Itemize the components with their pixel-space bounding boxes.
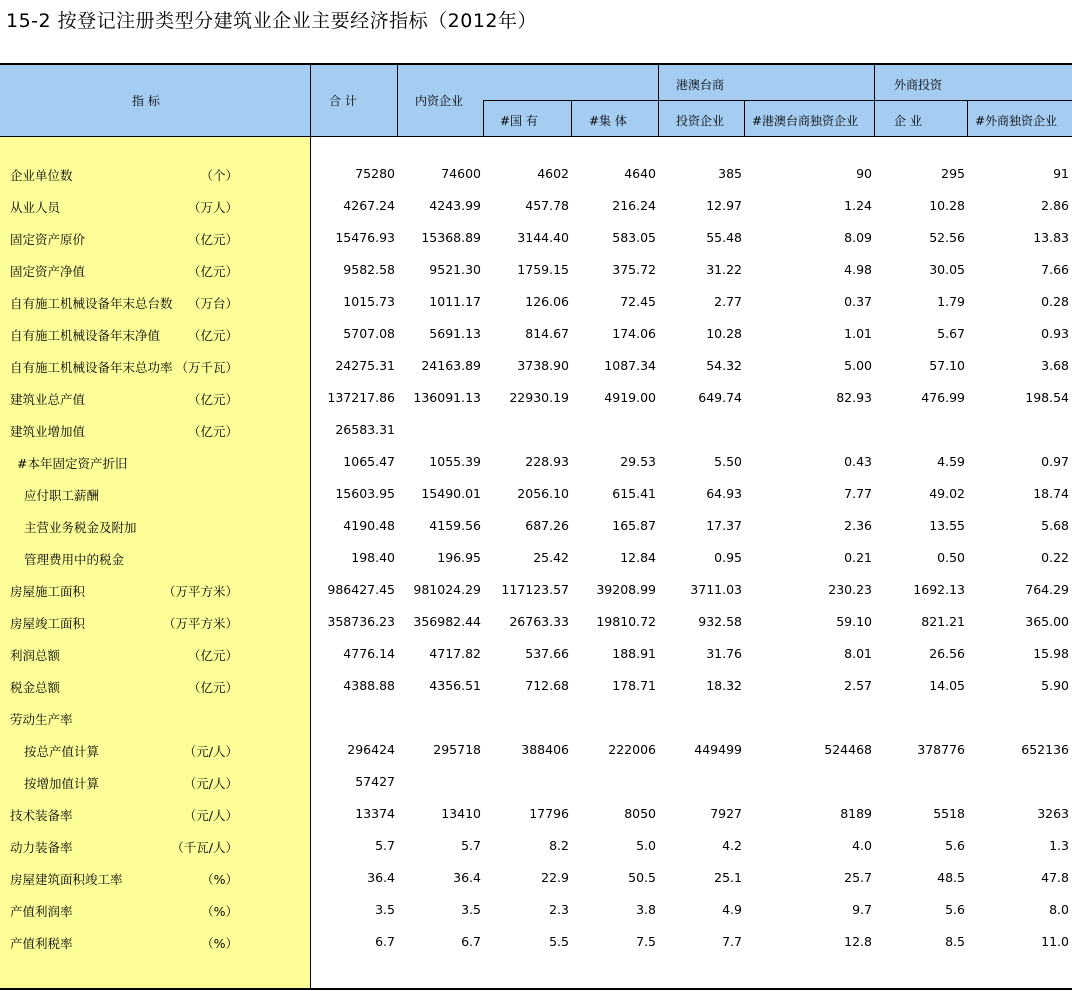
table-cell: 30.05 xyxy=(929,262,965,277)
table-cell: 14.05 xyxy=(929,678,965,693)
header-bottom-border xyxy=(0,136,1072,137)
row-label: 自有施工机械设备年末总功率 xyxy=(10,360,173,375)
table-cell: 4.2 xyxy=(722,838,742,853)
table-cell: 137217.86 xyxy=(327,390,395,405)
header-foreign-sole: #外商独资企业 xyxy=(975,114,1058,128)
table-cell: 36.4 xyxy=(367,870,395,885)
table-row xyxy=(0,158,1072,190)
table-cell: 615.41 xyxy=(612,486,656,501)
table-cell: 537.66 xyxy=(525,646,569,661)
table-cell: 2.77 xyxy=(714,294,742,309)
table-cell: 4.98 xyxy=(844,262,872,277)
row-unit: （元/人） xyxy=(183,776,238,791)
row-label: 房屋施工面积 xyxy=(10,584,86,599)
table-row xyxy=(0,542,1072,574)
row-unit: （亿元） xyxy=(187,392,238,407)
table-cell: 4388.88 xyxy=(343,678,395,693)
table-row xyxy=(0,638,1072,670)
table-row xyxy=(0,766,1072,798)
table-cell: 6.7 xyxy=(461,934,481,949)
table-row xyxy=(0,894,1072,926)
table-cell: 5691.13 xyxy=(429,326,481,341)
table-row xyxy=(0,510,1072,542)
row-label: 税金总额 xyxy=(10,680,61,695)
table-cell: 8050 xyxy=(624,806,656,821)
table-cell: 75280 xyxy=(355,166,395,181)
table-cell: 356982.44 xyxy=(413,614,481,629)
table-cell: 15368.89 xyxy=(421,230,481,245)
table-cell: 13.83 xyxy=(1033,230,1069,245)
table-row xyxy=(0,446,1072,478)
table-cell: 4919.00 xyxy=(604,390,656,405)
row-label: 利润总额 xyxy=(10,648,61,663)
table-row xyxy=(0,190,1072,222)
header-top-border xyxy=(0,63,1072,65)
row-unit: （元/人） xyxy=(183,744,238,759)
table-row xyxy=(0,222,1072,254)
table-cell: 59.10 xyxy=(836,614,872,629)
row-unit: （%） xyxy=(201,904,238,919)
table-cell: 4267.24 xyxy=(343,198,395,213)
table-cell: 10.28 xyxy=(929,198,965,213)
row-label: 应付职工薪酬 xyxy=(24,488,100,503)
table-cell: 8189 xyxy=(840,806,872,821)
table-cell: 0.93 xyxy=(1041,326,1069,341)
table-cell: 8.5 xyxy=(945,934,965,949)
table-cell: 25.42 xyxy=(533,550,569,565)
table-cell: 295718 xyxy=(433,742,481,757)
table-cell: 39208.99 xyxy=(596,582,656,597)
row-label: 自有施工机械设备年末净值 xyxy=(10,328,161,343)
table-cell: 0.50 xyxy=(937,550,965,565)
header-state-owned: #国 有 xyxy=(500,114,538,128)
table-cell: 25.1 xyxy=(714,870,742,885)
row-unit: （亿元） xyxy=(187,232,238,247)
table-cell: 12.97 xyxy=(706,198,742,213)
table-cell: 12.8 xyxy=(844,934,872,949)
row-label: 动力装备率 xyxy=(10,840,73,855)
table-cell: 19810.72 xyxy=(596,614,656,629)
table-cell: 0.22 xyxy=(1041,550,1069,565)
table-row xyxy=(0,414,1072,446)
table-cell: 15603.95 xyxy=(335,486,395,501)
table-cell: 2056.10 xyxy=(517,486,569,501)
table-cell: 3263 xyxy=(1037,806,1069,821)
table-row xyxy=(0,830,1072,862)
header-divider xyxy=(571,100,572,137)
table-cell: 5707.08 xyxy=(343,326,395,341)
table-cell: 0.28 xyxy=(1041,294,1069,309)
table-row xyxy=(0,254,1072,286)
table-cell: 82.93 xyxy=(836,390,872,405)
table-cell: 4159.56 xyxy=(429,518,481,533)
table-cell: 22930.19 xyxy=(509,390,569,405)
header-divider xyxy=(744,100,745,137)
table-cell: 136091.13 xyxy=(413,390,481,405)
table-cell: 24163.89 xyxy=(421,358,481,373)
row-label: 固定资产净值 xyxy=(10,264,86,279)
row-label: 技术装备率 xyxy=(10,808,73,823)
table-cell: 50.5 xyxy=(628,870,656,885)
table-cell: 5.7 xyxy=(461,838,481,853)
table-cell: 29.53 xyxy=(620,454,656,469)
table-cell: 36.4 xyxy=(453,870,481,885)
row-unit: （亿元） xyxy=(187,424,238,439)
table-cell: 22.9 xyxy=(541,870,569,885)
table-cell: 74600 xyxy=(441,166,481,181)
table-cell: 72.45 xyxy=(620,294,656,309)
row-unit: （%） xyxy=(201,872,238,887)
table-cell: 0.43 xyxy=(844,454,872,469)
table-row xyxy=(0,862,1072,894)
table-cell: 15476.93 xyxy=(335,230,395,245)
table-cell: 476.99 xyxy=(921,390,965,405)
table-row xyxy=(0,350,1072,382)
table-row xyxy=(0,478,1072,510)
table-cell: 1055.39 xyxy=(429,454,481,469)
table-cell: 449499 xyxy=(694,742,742,757)
header-collective: #集 体 xyxy=(589,114,627,128)
table-cell: 1692.13 xyxy=(913,582,965,597)
table-row xyxy=(0,382,1072,414)
table-cell: 5.0 xyxy=(636,838,656,853)
table-cell: 358736.23 xyxy=(327,614,395,629)
header-foreign-enterprise: 企 业 xyxy=(894,114,922,128)
table-row xyxy=(0,926,1072,958)
table-cell: 385 xyxy=(718,166,742,181)
table-bottom-border xyxy=(0,988,1072,990)
row-label: 房屋竣工面积 xyxy=(10,616,86,631)
row-label: 自有施工机械设备年末总台数 xyxy=(10,296,173,311)
row-label: 产值利税率 xyxy=(10,936,73,951)
row-unit: （万平方米） xyxy=(162,584,238,599)
table-cell: 9521.30 xyxy=(429,262,481,277)
row-unit: （亿元） xyxy=(187,264,238,279)
table-cell: 7.77 xyxy=(844,486,872,501)
table-cell: 9582.58 xyxy=(343,262,395,277)
table-cell: 2.3 xyxy=(549,902,569,917)
table-cell: 5.00 xyxy=(844,358,872,373)
table-cell: 25.7 xyxy=(844,870,872,885)
table-cell: 47.8 xyxy=(1041,870,1069,885)
table-cell: 230.23 xyxy=(828,582,872,597)
table-cell: 3.5 xyxy=(375,902,395,917)
header-divider xyxy=(483,100,484,137)
header-total: 合 计 xyxy=(329,94,357,108)
row-label: 按增加值计算 xyxy=(24,776,100,791)
table-cell: 2.86 xyxy=(1041,198,1069,213)
table-cell: 26583.31 xyxy=(335,422,395,437)
header-indicator: 指 标 xyxy=(132,94,160,108)
table-cell: 49.02 xyxy=(929,486,965,501)
row-unit: （个） xyxy=(200,168,238,183)
table-cell: 0.95 xyxy=(714,550,742,565)
table-cell: 8.0 xyxy=(1049,902,1069,917)
table-cell: 4.0 xyxy=(852,838,872,853)
table-cell: 2.57 xyxy=(844,678,872,693)
table-cell: 3.68 xyxy=(1041,358,1069,373)
table-cell: 652136 xyxy=(1021,742,1069,757)
row-unit: （亿元） xyxy=(187,328,238,343)
table-cell: 814.67 xyxy=(525,326,569,341)
table-cell: 196.95 xyxy=(437,550,481,565)
table-cell: 12.84 xyxy=(620,550,656,565)
table-cell: 1.24 xyxy=(844,198,872,213)
table-cell: 5.6 xyxy=(945,838,965,853)
table-row xyxy=(0,670,1072,702)
row-unit: （万平方米） xyxy=(162,616,238,631)
table-cell: 1011.17 xyxy=(429,294,481,309)
row-label: #本年固定资产折旧 xyxy=(17,456,128,471)
table-cell: 26763.33 xyxy=(509,614,569,629)
table-cell: 57.10 xyxy=(929,358,965,373)
table-cell: 3711.03 xyxy=(690,582,742,597)
table-cell: 64.93 xyxy=(706,486,742,501)
table-cell: 1.01 xyxy=(844,326,872,341)
table-cell: 932.58 xyxy=(698,614,742,629)
table-cell: 4602 xyxy=(537,166,569,181)
table-cell: 764.29 xyxy=(1025,582,1069,597)
table-cell: 91 xyxy=(1053,166,1069,181)
table-row xyxy=(0,286,1072,318)
table-cell: 986427.45 xyxy=(327,582,395,597)
table-cell: 178.71 xyxy=(612,678,656,693)
table-row xyxy=(0,734,1072,766)
table-cell: 198.54 xyxy=(1025,390,1069,405)
table-cell: 18.74 xyxy=(1033,486,1069,501)
table-cell: 524468 xyxy=(824,742,872,757)
table-cell: 1.3 xyxy=(1049,838,1069,853)
header-hmt-sole: #港澳台商独资企业 xyxy=(752,114,859,128)
table-cell: 5.67 xyxy=(937,326,965,341)
row-label: 固定资产原价 xyxy=(10,232,86,247)
table-cell: 3144.40 xyxy=(517,230,569,245)
table-cell: 981024.29 xyxy=(413,582,481,597)
page-title: 15-2 按登记注册类型分建筑业企业主要经济指标（2012年） xyxy=(6,10,538,32)
table-cell: 26.56 xyxy=(929,646,965,661)
table-row xyxy=(0,702,1072,734)
table-cell: 10.28 xyxy=(706,326,742,341)
table-cell: 4.9 xyxy=(722,902,742,917)
table-cell: 3.5 xyxy=(461,902,481,917)
table-cell: 4717.82 xyxy=(429,646,481,661)
table-cell: 48.5 xyxy=(937,870,965,885)
table-cell: 228.93 xyxy=(525,454,569,469)
table-cell: 0.37 xyxy=(844,294,872,309)
table-cell: 2.36 xyxy=(844,518,872,533)
table-cell: 31.76 xyxy=(706,646,742,661)
table-cell: 378776 xyxy=(917,742,965,757)
table-cell: 295 xyxy=(941,166,965,181)
row-unit: （万千瓦） xyxy=(175,360,238,375)
table-cell: 7.5 xyxy=(636,934,656,949)
table-cell: 4640 xyxy=(624,166,656,181)
row-label: 产值利润率 xyxy=(10,904,73,919)
table-cell: 5.6 xyxy=(945,902,965,917)
table-cell: 15.98 xyxy=(1033,646,1069,661)
table-cell: 216.24 xyxy=(612,198,656,213)
table-cell: 5518 xyxy=(933,806,965,821)
table-cell: 24275.31 xyxy=(335,358,395,373)
table-cell: 1065.47 xyxy=(343,454,395,469)
table-cell: 188.91 xyxy=(612,646,656,661)
row-unit: （亿元） xyxy=(187,680,238,695)
table-cell: 52.56 xyxy=(929,230,965,245)
table-cell: 90 xyxy=(856,166,872,181)
table-row xyxy=(0,574,1072,606)
table-cell: 8.09 xyxy=(844,230,872,245)
row-unit: （亿元） xyxy=(187,648,238,663)
row-label: 劳动生产率 xyxy=(10,712,73,727)
table-cell: 15490.01 xyxy=(421,486,481,501)
table-cell: 687.26 xyxy=(525,518,569,533)
table-cell: 649.74 xyxy=(698,390,742,405)
row-unit: （千瓦/人） xyxy=(171,840,238,855)
table-cell: 1015.73 xyxy=(343,294,395,309)
table-cell: 5.5 xyxy=(549,934,569,949)
table-cell: 4356.51 xyxy=(429,678,481,693)
table-cell: 5.50 xyxy=(714,454,742,469)
table-cell: 17796 xyxy=(529,806,569,821)
row-unit: （%） xyxy=(201,936,238,951)
table-cell: 296424 xyxy=(347,742,395,757)
table-cell: 4190.48 xyxy=(343,518,395,533)
table-cell: 5.7 xyxy=(375,838,395,853)
table-cell: 6.7 xyxy=(375,934,395,949)
table-cell: 54.32 xyxy=(706,358,742,373)
table-cell: 13374 xyxy=(355,806,395,821)
table-cell: 17.37 xyxy=(706,518,742,533)
table-cell: 365.00 xyxy=(1025,614,1069,629)
table-cell: 1087.34 xyxy=(604,358,656,373)
table-cell: 11.0 xyxy=(1041,934,1069,949)
row-label: 建筑业增加值 xyxy=(10,424,86,439)
table-cell: 375.72 xyxy=(612,262,656,277)
table-cell: 222006 xyxy=(608,742,656,757)
table-cell: 5.90 xyxy=(1041,678,1069,693)
table-row xyxy=(0,318,1072,350)
table-cell: 174.06 xyxy=(612,326,656,341)
table-cell: 388406 xyxy=(521,742,569,757)
table-cell: 4243.99 xyxy=(429,198,481,213)
row-label: 房屋建筑面积竣工率 xyxy=(10,872,123,887)
table-cell: 712.68 xyxy=(525,678,569,693)
header-divider xyxy=(397,64,398,137)
table-cell: 3.8 xyxy=(636,902,656,917)
table-cell: 117123.57 xyxy=(501,582,569,597)
table-cell: 8.01 xyxy=(844,646,872,661)
table-cell: 3738.90 xyxy=(517,358,569,373)
table-cell: 1759.15 xyxy=(517,262,569,277)
table-cell: 31.22 xyxy=(706,262,742,277)
header-divider xyxy=(967,100,968,137)
table-cell: 165.87 xyxy=(612,518,656,533)
table-cell: 7.7 xyxy=(722,934,742,949)
row-unit: （元/人） xyxy=(183,808,238,823)
row-label: 管理费用中的税金 xyxy=(24,552,125,567)
table-cell: 0.97 xyxy=(1041,454,1069,469)
table-cell: 5.68 xyxy=(1041,518,1069,533)
table-cell: 583.05 xyxy=(612,230,656,245)
row-label: 企业单位数 xyxy=(10,168,73,183)
table-cell: 126.06 xyxy=(525,294,569,309)
row-unit: （万人） xyxy=(187,200,238,215)
table-row xyxy=(0,606,1072,638)
header-hmt: 港澳台商 xyxy=(676,78,725,92)
header-subdivider xyxy=(658,100,1072,101)
header-hmt-invested: 投资企业 xyxy=(676,114,725,128)
table-cell: 13.55 xyxy=(929,518,965,533)
row-label: 建筑业总产值 xyxy=(10,392,86,407)
table-cell: 8.2 xyxy=(549,838,569,853)
table-row xyxy=(0,798,1072,830)
row-label: 按总产值计算 xyxy=(24,744,100,759)
table-cell: 0.21 xyxy=(844,550,872,565)
header-subdivider xyxy=(483,100,658,101)
table-cell: 7927 xyxy=(710,806,742,821)
table-cell: 1.79 xyxy=(937,294,965,309)
table-cell: 13410 xyxy=(441,806,481,821)
table-cell: 55.48 xyxy=(706,230,742,245)
table-cell: 57427 xyxy=(355,774,395,789)
table-cell: 18.32 xyxy=(706,678,742,693)
header-domestic: 内资企业 xyxy=(415,94,464,108)
table-cell: 198.40 xyxy=(351,550,395,565)
table-cell: 457.78 xyxy=(525,198,569,213)
row-label: 从业人员 xyxy=(10,200,61,215)
table-cell: 4776.14 xyxy=(343,646,395,661)
row-label: 主营业务税金及附加 xyxy=(24,520,137,535)
row-unit: （万台） xyxy=(187,296,238,311)
table-cell: 4.59 xyxy=(937,454,965,469)
table-cell: 9.7 xyxy=(852,902,872,917)
table-cell: 7.66 xyxy=(1041,262,1069,277)
header-foreign: 外商投资 xyxy=(894,78,943,92)
table-cell: 821.21 xyxy=(921,614,965,629)
